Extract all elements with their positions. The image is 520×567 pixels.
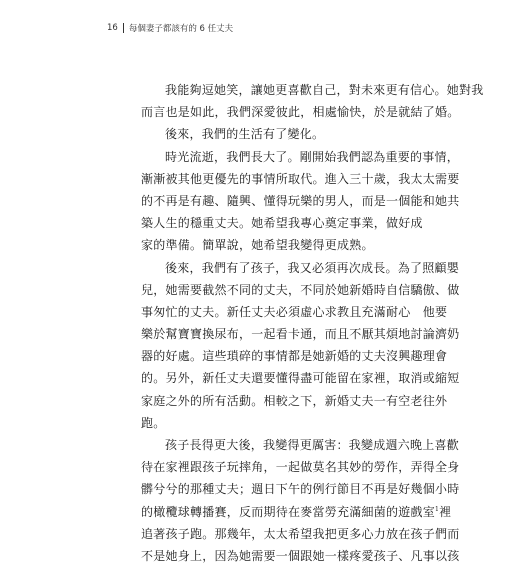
paragraph [141, 257, 460, 435]
line-text: 待在家裡跟孩子玩摔角，一起做莫名其妙的勞作，弄得全身 [141, 460, 460, 475]
text-line [141, 212, 423, 234]
line-text-tail: 裡 [439, 504, 452, 519]
text-line [141, 434, 460, 456]
paragraph [141, 434, 460, 567]
line-text: 而言也是如此，我們深愛彼此，相處愉快，於是就結了婚。 [141, 105, 460, 120]
text-line [141, 79, 484, 101]
text-line [141, 523, 460, 545]
line-text: 家的準備。簡單說，她希望我變得更成熟。 [141, 238, 374, 253]
line-text: 不是她身上，因為她需要一個跟她一樣疼愛孩子、凡事以孩 [141, 548, 460, 563]
text-line [141, 168, 460, 190]
text-line [141, 123, 386, 145]
paragraph [141, 123, 386, 145]
line-text: 後來，我們有了孩子，我又必須再次成長。為了照顧嬰 [165, 260, 460, 275]
line-text: 的橄欖球轉播賽，反而期待在麥當勞充滿細菌的遊戲室 [141, 504, 436, 519]
paragraph [141, 146, 460, 257]
footnote-reference: 1 [435, 505, 440, 513]
line-text: 樂於幫寶寶換尿布，一起看卡通，而且不厭其煩地討論濟奶 [141, 327, 460, 342]
text-line [141, 279, 460, 301]
text-line [141, 545, 460, 567]
line-text: 築人生的穩重丈夫。她希望我專心奠定事業，做好成 [141, 216, 423, 231]
book-title: 每個妻子都該有的 6 任丈夫 [128, 24, 234, 34]
text-line [141, 257, 460, 279]
text-line [141, 390, 448, 412]
line-text: 髒兮兮的那種丈夫；週日下午的例行節目不再是好幾個小時 [141, 482, 460, 497]
line-text: 後來，我們的生活有了變化。 [165, 127, 325, 142]
line-text: 家庭之外的所有活動。相較之下，新婚丈夫一有空老往外 [141, 393, 448, 408]
header-divider [123, 23, 124, 33]
line-text: 兒，她需要截然不同的丈夫，不同於她新婚時自信驕傲、做 [141, 282, 460, 297]
line-text: 時光流逝，我們長大了。剛開始我們認為重要的事情， [165, 149, 460, 164]
text-line [141, 101, 460, 123]
line-text: 的。另外，新任丈夫還要懂得盡可能留在家裡，取消或縮短 [141, 371, 460, 386]
line-text: 器的好處。這些瑣碎的事情都是她新婚的丈夫沒興趣理會 [141, 349, 448, 364]
text-line [141, 146, 460, 168]
running-head [107, 22, 233, 34]
text-line [141, 412, 386, 434]
line-text: 事匆忙的丈夫。新任丈夫必須虛心求教且充滿耐心 他要 [141, 304, 448, 319]
paragraph [141, 79, 484, 123]
body-text [141, 79, 484, 567]
text-line [141, 456, 460, 478]
line-text: 跑。 [141, 415, 166, 430]
page-number: 16 [107, 23, 118, 33]
line-text: 追著孩子跑。那幾年，太太希望我把更多心力放在孩子們而 [141, 526, 460, 541]
line-text: 我能夠逗她笑，讓她更喜歡自己，對未來更有信心。她對我 [165, 83, 484, 97]
text-line [141, 345, 448, 367]
text-line [141, 190, 460, 212]
text-line [141, 234, 386, 256]
text-line [141, 367, 460, 389]
text-line [141, 323, 460, 345]
line-text: 漸漸被其他更優先的事情所取代。進入三十歲，我太太需要 [141, 171, 460, 186]
text-line [141, 301, 448, 323]
line-text: 孩子長得更大後，我變得更厲害：我變成週六晚上喜歡 [165, 438, 460, 452]
text-line [141, 478, 460, 500]
text-line [141, 501, 452, 523]
line-text: 的不再是有趣、隨興、懂得玩樂的男人，而是一個能和她共 [141, 193, 460, 208]
